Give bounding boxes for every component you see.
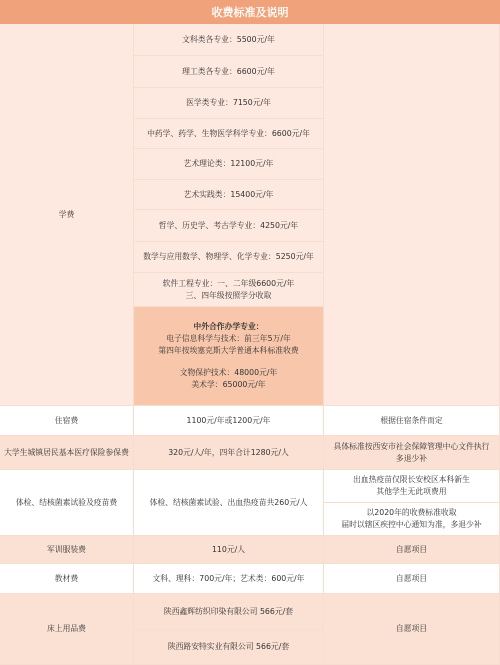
medical-fee: 320元/人/年，四年合计1280元/人 [134, 436, 324, 470]
table-title: 收费标准及说明 [0, 0, 500, 24]
medical-note-line-1: 具体标准按西安市社会保障管理中心文件执行 [333, 441, 490, 451]
software-line-1: 软件工程专业：一、二年级6600元/年 [162, 278, 295, 288]
medical-note [324, 436, 500, 470]
bedding-label: 床上用品费 [0, 594, 134, 665]
coop-title: 中外合作办学专业： [193, 322, 264, 331]
tuition-item: 中药学、药学、生物医学科学专业：6600元/年 [134, 119, 324, 149]
exam-note-a-line-1: 出血热疫苗仅限长安校区本科新生 [353, 475, 470, 484]
bedding-fee-2: 陕西路安特实业有限公司 566元/套 [134, 630, 324, 665]
exam-fee: 体检、结核菌素试验、出血热疫苗共260元/人 [134, 470, 324, 536]
military-fee: 110元/人 [134, 536, 324, 564]
tuition-item: 文科类各专业：5500元/年 [134, 24, 324, 56]
books-label: 教材费 [0, 564, 134, 594]
tuition-software [134, 273, 324, 307]
medical-note-line-2: 多退少补 [395, 453, 428, 463]
tuition-item: 理工类各专业：6600元/年 [134, 56, 324, 88]
exam-note-b-line-2: 届时以辖区疾控中心通知为准，多退少补 [341, 520, 482, 529]
dorm-fee: 1100元/年或1200元/年 [134, 406, 324, 436]
books-fee: 文科、理科：700元/年；艺术类：600元/年 [134, 564, 324, 594]
dorm-note: 根据住宿条件而定 [324, 406, 500, 436]
tuition-label: 学费 [0, 24, 134, 406]
tuition-item: 数学与应用数学、物理学、化学专业：5250元/年 [134, 242, 324, 273]
military-label: 军训服装费 [0, 536, 134, 564]
coop-line-1: 电子信息科学与技术：前三年5万/年 [166, 334, 291, 343]
software-line-2: 三、四年级按照学分收取 [185, 290, 272, 300]
tuition-note [324, 24, 500, 406]
exam-label: 体检、结核菌素试验及疫苗费 [0, 470, 134, 536]
tuition-coop [134, 307, 324, 406]
dorm-label: 住宿费 [0, 406, 134, 436]
coop-line-4: 美术学：65000元/年 [191, 380, 266, 389]
exam-note-a [324, 470, 500, 503]
bedding-fee-1: 陕西鑫辉纺织印染有限公司 566元/套 [134, 594, 324, 630]
tuition-item: 医学类专业：7150元/年 [134, 88, 324, 119]
bedding-note: 自愿项目 [324, 594, 500, 665]
coop-line-2: 第四年按埃塞克斯大学普通本科标准收费 [158, 346, 299, 355]
military-note: 自愿项目 [324, 536, 500, 564]
books-note: 自愿项目 [324, 564, 500, 594]
coop-line-3: 文物保护技术：48000元/年 [179, 368, 278, 377]
medical-label: 大学生城镇居民基本医疗保险参保费 [0, 436, 134, 470]
exam-note-b [324, 503, 500, 536]
exam-note-a-line-2: 其他学生无此项费用 [376, 487, 447, 496]
exam-note-b-line-1: 以2020年的收费标准收取 [366, 508, 457, 517]
tuition-item: 艺术理论类：12100元/年 [134, 149, 324, 180]
tuition-item: 艺术实践类：15400元/年 [134, 180, 324, 210]
tuition-item: 哲学、历史学、考古学专业：4250元/年 [134, 210, 324, 242]
